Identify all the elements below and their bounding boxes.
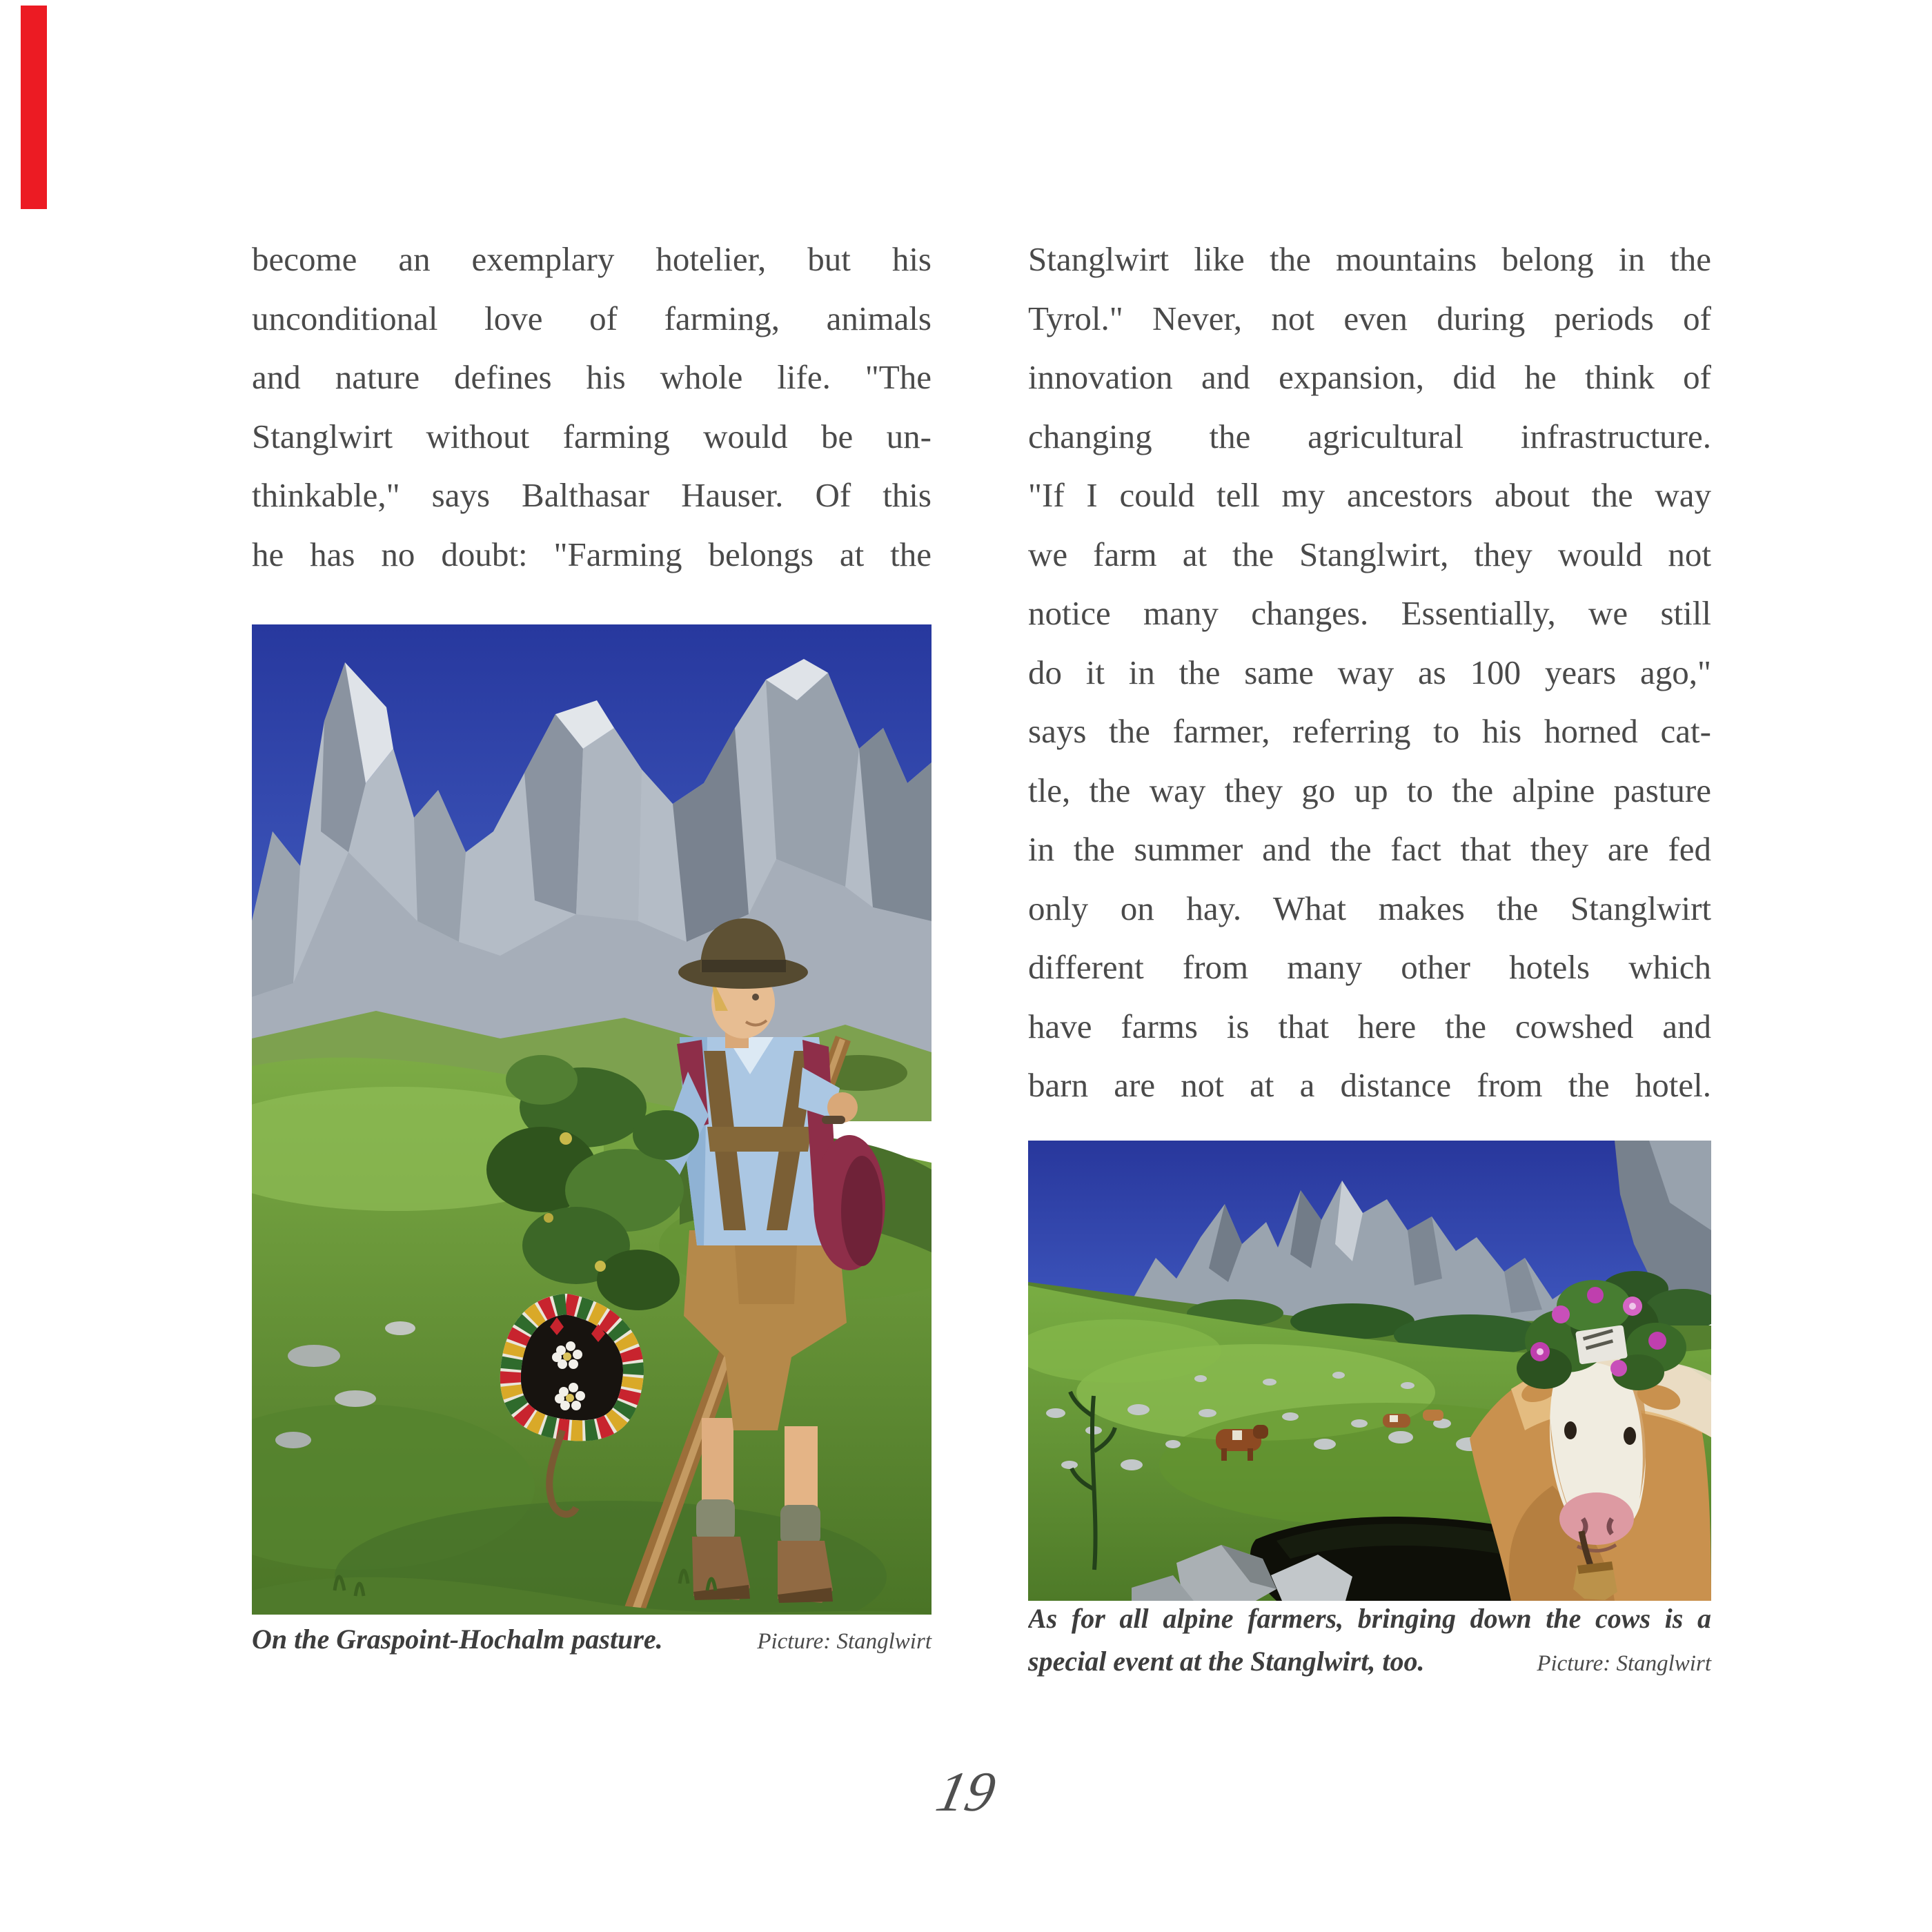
body-line: Tyrol." Never, not even during periods of	[1028, 299, 1711, 337]
body-line: says the farmer, referring to his horned cat-	[1028, 712, 1711, 750]
body-line: we farm at the Stanglwirt, they would not	[1028, 535, 1711, 573]
body-line: do it in the same way as 100 years ago,"	[1028, 653, 1711, 691]
body-line: barn are not at a distance from the hotel.	[1028, 1066, 1711, 1104]
text-column-left	[252, 230, 931, 584]
chest-strap	[707, 1127, 812, 1152]
caption-text-line1: As for all alpine farmers, bringing down the cows is a	[1028, 1603, 1711, 1634]
body-line: in the summer and the fact that they are fed	[1028, 830, 1711, 868]
body-line: changing the agricultural infrastructure.	[1028, 417, 1711, 455]
picture-credit: Picture: Stanglwirt	[1537, 1651, 1711, 1676]
watch	[822, 1116, 845, 1124]
body-line: become an exemplary hotelier, but his	[252, 240, 931, 278]
cow-nose	[1559, 1492, 1634, 1545]
body-line: notice many changes. Essentially, we still	[1028, 594, 1711, 632]
body-line: have farms is that here the cowshed and	[1028, 1007, 1711, 1045]
body-line: "If I could tell my ancestors about the way	[1028, 476, 1711, 514]
right-leg	[785, 1426, 818, 1515]
caption-left-photo	[252, 1623, 931, 1655]
body-line: Stanglwirt like the mountains belong in the	[1028, 240, 1711, 278]
cow-eye	[1564, 1421, 1577, 1439]
distant-cow	[1423, 1410, 1443, 1421]
body-line: different from many other hotels which	[1028, 948, 1711, 986]
caption-text: On the Graspoint-Hochalm pasture.	[252, 1624, 663, 1655]
body-line: innovation and expansion, did he think of	[1028, 358, 1711, 396]
mountains	[252, 659, 931, 1121]
text-column-right	[1028, 230, 1711, 1115]
body-line: and nature defines his whole life. "The	[252, 358, 931, 396]
eye	[752, 994, 759, 1000]
body-line: Stanglwirt without farming would be un-	[252, 417, 931, 455]
left-sock	[696, 1499, 735, 1541]
right-sock	[780, 1505, 820, 1545]
photo-farmer-pasture	[252, 624, 931, 1615]
photo-decorated-cow	[1028, 1141, 1711, 1601]
cow-eye	[1624, 1427, 1636, 1445]
caption-right-photo	[1028, 1602, 1711, 1677]
body-line: tle, the way they go up to the alpine pasture	[1028, 771, 1711, 809]
caption-text-line2: special event at the Stanglwirt, too.	[1028, 1646, 1425, 1677]
left-leg	[702, 1418, 733, 1511]
hat-band	[702, 960, 786, 972]
page-number: 19	[931, 1760, 1001, 1823]
body-line: only on hay. What makes the Stanglwirt	[1028, 889, 1711, 927]
picture-credit: Picture: Stanglwirt	[757, 1629, 931, 1654]
body-line: thinkable," says Balthasar Hauser. Of this	[252, 476, 931, 514]
body-line: he has no doubt: "Farming belongs at the	[252, 535, 931, 573]
body-line: unconditional love of farming, animals	[252, 299, 931, 337]
red-bookmark-bar	[21, 6, 47, 209]
